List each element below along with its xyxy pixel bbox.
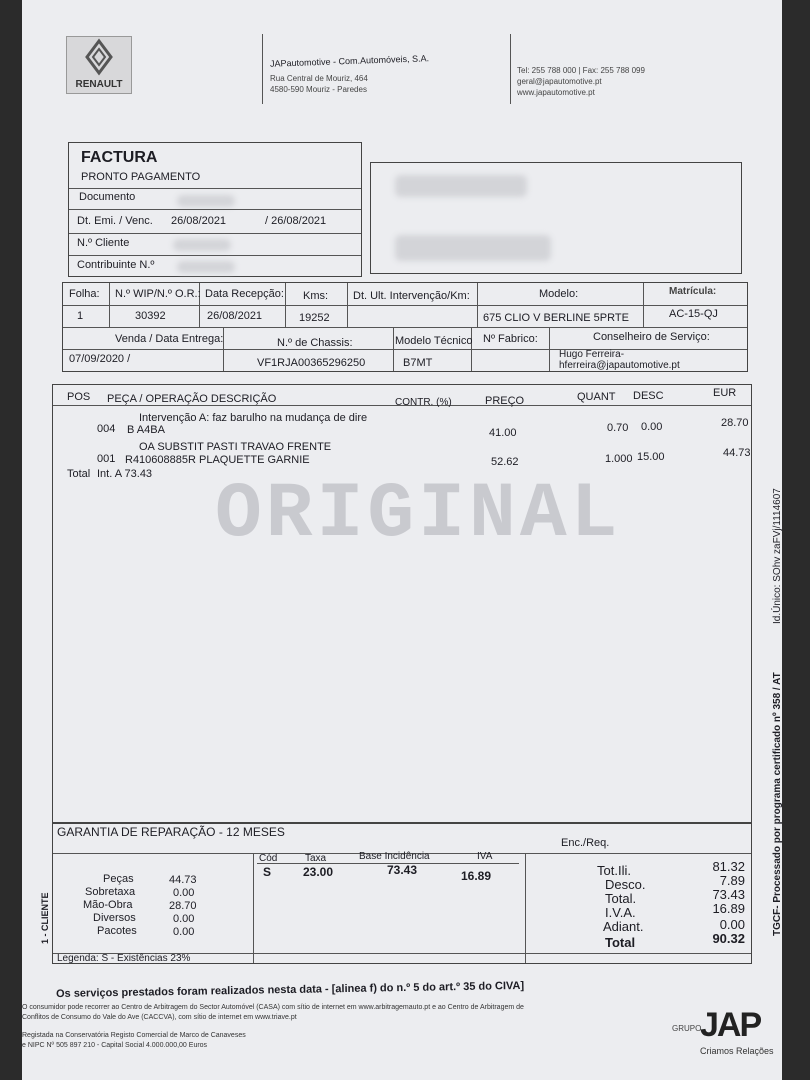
- due-date: / 26/08/2021: [265, 215, 327, 227]
- dates-label: Dt. Emi. / Venc.: [77, 215, 153, 227]
- total-value: 0.00: [719, 917, 745, 932]
- client-label: N.º Cliente: [77, 237, 130, 249]
- arbitration-line-1: O consumidor pode recorrer ao Centro de Arbitragem do Sector Automóvel (CASA) com sítio de internet em www.arbitragemauto.pt e ao Centro de Arbitragem de: [22, 1004, 524, 1011]
- legend-text: Legenda: S - Existências 23%: [57, 953, 191, 964]
- company-phone: Tel: 255 788 000 | Fax: 255 788 099: [517, 66, 645, 75]
- vat-taxa: 23.00: [303, 865, 334, 879]
- hdr-venda: Venda / Data Entrega:: [115, 333, 224, 345]
- breakdown-label: Mão-Obra: [83, 899, 133, 911]
- item-quant: 1.000: [605, 453, 633, 465]
- val-modelo-tecnico: B7MT: [403, 357, 433, 369]
- val-venda: 07/09/2020 /: [69, 353, 131, 365]
- val-data-recepcao: 26/08/2021: [207, 310, 263, 322]
- redacted-customer-name: [395, 175, 527, 197]
- item-quant: 0.70: [607, 422, 629, 434]
- breakdown-value: 44.73: [169, 874, 197, 886]
- documento-label: Documento: [79, 191, 136, 203]
- item-pos: 004: [97, 423, 116, 435]
- vehicle-info-grid: [62, 282, 748, 372]
- total-label: I.V.A.: [605, 905, 636, 920]
- val-conselheiro-email: hferreira@japautomotive.pt: [559, 360, 680, 371]
- total-value: 81.32: [712, 859, 745, 874]
- nif-label: Contribuinte N.º: [77, 259, 155, 271]
- total-label: Desco.: [605, 877, 646, 892]
- side-id-text: Id.Único: SOhv zaFVj/1114607: [772, 488, 783, 624]
- invoice-paper: [22, 0, 782, 1080]
- redacted-documento: [177, 195, 235, 207]
- hdr-data-recepcao: Data Recepção:: [205, 288, 284, 300]
- redacted-nif: [177, 261, 235, 273]
- col-desc: PEÇA / OPERAÇÃO DESCRIÇÃO: [107, 393, 277, 405]
- val-chassis: VF1RJA00365296250: [257, 357, 366, 369]
- original-watermark: ORIGINAL: [215, 471, 622, 559]
- company-web: www.japautomotive.pt: [517, 88, 595, 97]
- total-label: Total.: [605, 891, 637, 906]
- grupo-label: GRUPO: [672, 1024, 702, 1033]
- hdr-modelo-tecnico: Modelo Técnico: [395, 335, 473, 347]
- hdr-dt-ult: Dt. Ult. Intervenção/Km:: [353, 290, 470, 302]
- vat-iva: 16.89: [461, 869, 492, 883]
- hdr-wip: N.º WIP/N.º O.R.:: [115, 288, 201, 300]
- item-eur: 44.73: [723, 447, 751, 459]
- hdr-fabrico: Nº Fabrico:: [483, 333, 538, 345]
- item-pos: 001: [97, 453, 116, 465]
- total-label: Tot.Ili.: [597, 863, 631, 878]
- vat-hdr-base: Base Incidência: [359, 851, 430, 862]
- company-address-1: Rua Central de Mouriz, 464: [270, 74, 368, 83]
- breakdown-value: 0.00: [173, 887, 195, 899]
- vat-cod: S: [263, 865, 272, 879]
- item-disc: 0.00: [641, 421, 663, 433]
- breakdown-label: Diversos: [93, 912, 136, 924]
- item-disc: 15.00: [637, 451, 665, 463]
- item-line: R410608885R PLAQUETTE GARNIE: [125, 454, 310, 466]
- jap-slogan: Criamos Relações: [700, 1046, 774, 1056]
- val-modelo: 675 CLIO V BERLINE 5PRTE: [483, 312, 629, 324]
- val-matricula: AC-15-QJ: [669, 308, 718, 320]
- items-total-value: Int. A 73.43: [97, 468, 153, 480]
- item-preco: 52.62: [491, 456, 519, 468]
- emission-date: 26/08/2021: [171, 215, 227, 227]
- grand-total-label: Total: [605, 935, 636, 950]
- vat-hdr-taxa: Taxa: [305, 853, 327, 864]
- item-eur: 28.70: [721, 417, 749, 429]
- hdr-chassis: N.º de Chassis:: [277, 337, 353, 349]
- registration-line-1: Registada na Conservatória Registo Comercial de Marco de Canaveses: [22, 1032, 246, 1039]
- breakdown-label: Peças: [103, 873, 134, 885]
- col-pos: POS: [67, 391, 91, 403]
- company-address-2: 4580-590 Mouriz - Paredes: [270, 85, 367, 94]
- company-email: geral@japautomotive.pt: [517, 77, 602, 86]
- totals-section: [52, 822, 752, 964]
- total-value: 73.43: [712, 887, 745, 902]
- val-folha: 1: [77, 310, 84, 322]
- breakdown-value: 0.00: [173, 926, 195, 938]
- item-line: B A4BA: [127, 424, 165, 436]
- invoice-title-block: [68, 142, 362, 277]
- total-value: 16.89: [712, 901, 745, 916]
- val-conselheiro-name: Hugo Ferreira-: [559, 349, 625, 360]
- customer-address-block: [370, 162, 742, 274]
- breakdown-label: Sobretaxa: [85, 886, 136, 898]
- total-label: Adiant.: [603, 919, 644, 934]
- col-desc2: DESC: [633, 390, 664, 402]
- registration-line-2: e NIPC Nº 505 897 210 - Capital Social 4.000.000,00 Euros: [22, 1042, 208, 1049]
- hdr-matricula: Matrícula:: [669, 286, 717, 297]
- vat-hdr-iva: IVA: [477, 851, 493, 862]
- breakdown-label: Pacotes: [97, 925, 137, 937]
- col-contr: CONTR. (%): [395, 397, 452, 408]
- grand-total-value: 90.32: [712, 931, 745, 946]
- item-preco: 41.00: [489, 427, 517, 439]
- total-value: 7.89: [719, 873, 745, 888]
- side-copy-label: 1 - CLIENTE: [40, 892, 50, 944]
- item-line: Intervenção A: faz barulho na mudança de dire: [139, 412, 368, 424]
- hdr-folha: Folha:: [69, 288, 100, 300]
- invoice-title: FACTURA: [81, 149, 158, 166]
- side-certificate-text: TGCF- Processado por programa certificado nº 358 / AT: [772, 672, 783, 936]
- vat-base: 73.43: [387, 863, 418, 877]
- jap-logo: JAP: [700, 1006, 761, 1044]
- val-kms: 19252: [299, 312, 330, 324]
- arbitration-line-2: Conflitos de Consumo do Vale do Ave (CACCVA), com sítio de internet em www.triave.pt: [22, 1014, 297, 1021]
- col-quant: QUANT: [577, 391, 616, 403]
- redacted-customer-address: [395, 235, 551, 261]
- enc-label: Enc./Req.: [561, 837, 610, 849]
- hdr-kms: Kms:: [303, 290, 329, 302]
- services-note: Os serviços prestados foram realizados nesta data - [alinea f) do n.º 5 do art.º 35 do CIVA]: [55, 979, 525, 1001]
- redacted-client: [173, 239, 231, 251]
- val-wip: 30392: [135, 310, 166, 322]
- company-name: JAPautomotive - Com.Automóveis, S.A.: [269, 53, 430, 69]
- hdr-modelo: Modelo:: [539, 288, 579, 300]
- breakdown-value: 28.70: [169, 900, 197, 912]
- col-preco: PREÇO: [485, 395, 525, 407]
- renault-logo: [66, 36, 132, 94]
- col-eur: EUR: [713, 387, 737, 399]
- items-total-label: Total: [67, 468, 91, 480]
- guarantee-text: GARANTIA DE REPARAÇÃO - 12 MESES: [57, 825, 285, 839]
- invoice-subtitle: PRONTO PAGAMENTO: [81, 171, 201, 183]
- item-line: OA SUBSTIT PASTI TRAVAO FRENTE: [139, 441, 332, 453]
- vat-hdr-cod: Cód: [259, 853, 278, 864]
- breakdown-value: 0.00: [173, 913, 195, 925]
- items-area: [52, 384, 752, 824]
- renault-diamond-icon: [67, 37, 131, 77]
- hdr-conselheiro: Conselheiro de Serviço:: [593, 331, 710, 343]
- renault-label: RENAULT: [75, 79, 123, 90]
